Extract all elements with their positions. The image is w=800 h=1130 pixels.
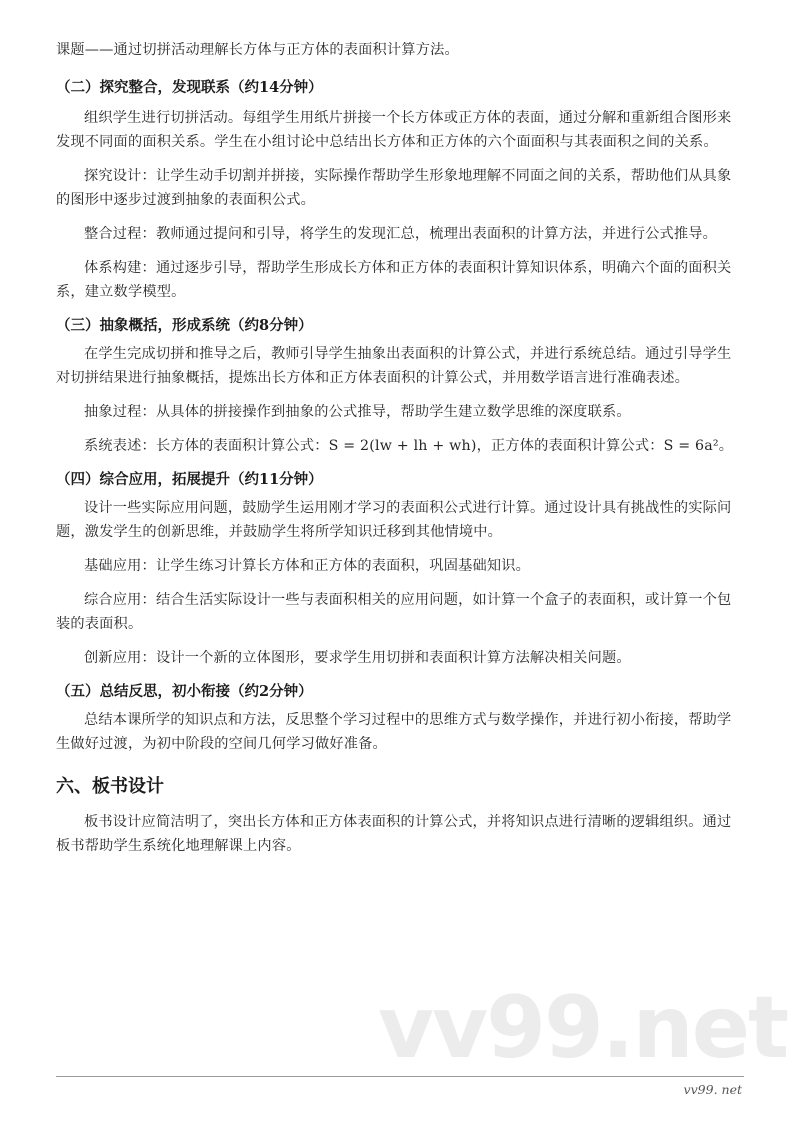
paragraph: 板书设计应简洁明了，突出长方体和正方体表面积的计算公式，并将知识点进行清晰的逻辑组织。通过板书帮助学生系统化地理解课上内容。	[56, 814, 732, 854]
paragraph: 设计一些实际应用问题，鼓励学生运用刚才学习的表面积公式进行计算。通过设计具有挑战性的实际问题，激发学生的创新思维，并鼓励学生将所学知识迁移到其他情境中。	[56, 500, 732, 540]
watermark: vv99.net	[378, 978, 788, 1078]
paragraph: 创新应用：设计一个新的立体图形，要求学生用切拼和表面积计算方法解决相关问题。	[84, 650, 631, 666]
intro-line: 课题——通过切拼活动理解长方体与正方体的表面积计算方法。	[56, 42, 459, 58]
chapter-6	[56, 774, 744, 858]
chapter-heading: 六、板书设计	[56, 776, 164, 797]
section-heading: （三）抽象概括，形成系统（约8分钟）	[56, 317, 313, 334]
paragraph: 基础应用：让学生练习计算长方体和正方体的表面积，巩固基础知识。	[84, 558, 531, 574]
paragraph: 综合应用：结合生活实际设计一些与表面积相关的应用问题，如计算一个盒子的表面积，或计算一个包装的表面积。	[56, 592, 732, 632]
section-2	[56, 76, 744, 304]
footer-site-label: vv99. net	[683, 1082, 742, 1097]
document-body	[56, 38, 744, 858]
paragraph: 系统表述：长方体的表面积计算公式：S = 2(lw + lh + wh)，正方体的表面积计算公式：S = 6a²。	[84, 438, 734, 454]
paragraph: 在学生完成切拼和推导之后，教师引导学生抽象出表面积的计算公式，并进行系统总结。通过引导学生对切拼结果进行抽象概括，提炼出长方体和正方体表面积的计算公式，并用数学语言进行准确表述。	[56, 346, 732, 386]
section-heading: （五）总结反思，初小衔接（约2分钟）	[56, 683, 313, 700]
paragraph: 抽象过程：从具体的拼接操作到抽象的公式推导，帮助学生建立数学思维的深度联系。	[84, 404, 631, 420]
section-3	[56, 314, 744, 458]
paragraph: 整合过程：教师通过提问和引导，将学生的发现汇总，梳理出表面积的计算方法，并进行公式推导。	[84, 226, 718, 242]
paragraph: 探究设计：让学生动手切割并拼接，实际操作帮助学生形象地理解不同面之间的关系，帮助他们从具象的图形中逐步过渡到抽象的表面积公式。	[56, 168, 732, 208]
section-4	[56, 468, 744, 670]
paragraph: 体系构建：通过逐步引导，帮助学生形成长方体和正方体的表面积计算知识体系，明确六个面的面积关系，建立数学模型。	[56, 260, 732, 300]
section-heading: （二）探究整合，发现联系（约14分钟）	[56, 79, 323, 96]
footer-divider	[56, 1076, 744, 1077]
section-heading: （四）综合应用，拓展提升（约11分钟）	[56, 471, 323, 488]
section-5	[56, 680, 744, 756]
paragraph: 组织学生进行切拼活动。每组学生用纸片拼接一个长方体或正方体的表面，通过分解和重新组合图形来发现不同面的面积关系。学生在小组讨论中总结出长方体和正方体的六个面面积与其表面积之间的关系。	[56, 110, 732, 150]
paragraph: 总结本课所学的知识点和方法，反思整个学习过程中的思维方式与数学操作，并进行初小衔接，帮助学生做好过渡，为初中阶段的空间几何学习做好准备。	[56, 712, 732, 752]
